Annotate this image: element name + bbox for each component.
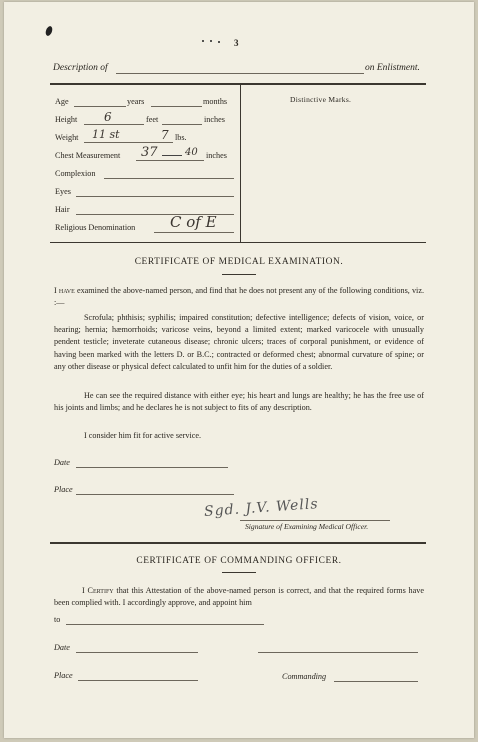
medical-date-line — [76, 467, 228, 468]
lbs-label: lbs. — [175, 133, 187, 142]
section-divider — [50, 542, 426, 544]
chest-label: Chest Measurement — [55, 151, 121, 160]
age-line — [74, 106, 126, 107]
box-divider — [240, 85, 241, 242]
religion-line — [154, 232, 234, 233]
chest-inches-label: inches — [206, 151, 227, 160]
commanding-line — [334, 681, 418, 682]
ink-blot — [44, 25, 53, 36]
months-line — [151, 106, 202, 107]
months-label: months — [203, 97, 228, 106]
medical-date-label: Date — [54, 458, 70, 467]
height-inches-label: inches — [204, 115, 225, 124]
chest-value-max: 40 — [185, 147, 198, 158]
page-number: 3 — [234, 38, 239, 48]
medical-intro-rest: examined the above-named person, and find that he does not present any of the following conditions, viz. :— — [54, 286, 425, 308]
header-rule — [50, 83, 426, 85]
ink-speck — [218, 41, 220, 43]
medical-intro — [54, 285, 424, 309]
medical-officer-signature: Sgd. J.V. Wells — [203, 496, 320, 520]
medical-intro-lead: I have — [54, 286, 75, 295]
chest-line — [136, 160, 204, 161]
commanding-date-label: Date — [54, 643, 70, 652]
commanding-sign-line — [258, 652, 418, 653]
commanding-certify-lead: I Certify — [82, 586, 114, 595]
complexion-label: Complexion — [55, 169, 96, 178]
ink-speck — [210, 40, 212, 42]
commanding-label: Commanding — [282, 672, 327, 681]
signature-line — [240, 520, 390, 521]
commanding-to-line — [66, 624, 264, 625]
distinctive-marks-label: Distinctive Marks. — [290, 95, 352, 104]
header-fill-line — [116, 73, 364, 74]
commanding-title: CERTIFICATE OF COMMANDING OFFICER. — [136, 556, 342, 566]
commanding-place-line — [78, 680, 198, 681]
medical-place-label: Place — [54, 485, 73, 494]
weight-line — [84, 142, 173, 143]
signature-caption: Signature of Examining Medical Officer. — [245, 522, 369, 531]
religion-label: Religious Denomination — [55, 223, 136, 232]
height-line — [84, 124, 144, 125]
height-label: Height — [55, 115, 78, 124]
chest-dash — [162, 155, 182, 156]
complexion-line — [104, 178, 234, 179]
medical-title: CERTIFICATE OF MEDICAL EXAMINATION. — [134, 257, 344, 267]
ink-speck — [202, 40, 204, 42]
weight-stone-value: 11 st — [92, 128, 120, 141]
box-bottom-rule — [50, 242, 426, 243]
hair-label: Hair — [55, 205, 70, 214]
commanding-certify-rest: that this Attestation of the above-named person is correct, and that the required forms have been complied with. I accordingly approve, and appoint him — [54, 586, 425, 608]
medical-vision: He can see the required distance with either eye; his heart and lungs are healthy; he has the free use of his joints and limbs; and he declares he is not subject to fits of any description. — [54, 391, 424, 413]
height-feet-value: 6 — [104, 110, 112, 124]
age-label: Age — [55, 97, 69, 106]
commanding-date-line — [76, 652, 198, 653]
header-on-enlistment: on Enlistment. — [365, 63, 420, 73]
weight-label: Weight — [55, 133, 79, 142]
weight-lbs-value: 7 — [161, 128, 169, 142]
commanding-certify — [54, 585, 424, 609]
commanding-to-label: to — [54, 615, 61, 624]
medical-fit: I consider him fit for active service. — [84, 431, 202, 440]
commanding-place-label: Place — [54, 671, 73, 680]
header-description-of: Description of — [53, 63, 108, 73]
medical-place-line — [76, 494, 234, 495]
commanding-title-underline — [222, 572, 256, 573]
feet-label: feet — [146, 115, 159, 124]
chest-value-min: 37 — [141, 145, 158, 160]
eyes-line — [76, 196, 234, 197]
attestation-page — [4, 2, 474, 738]
years-label: years — [127, 97, 145, 106]
religion-value: C of E — [170, 213, 217, 231]
height-inches-line — [162, 124, 202, 125]
medical-title-underline — [222, 274, 256, 275]
medical-conditions: Scrofula; phthisis; syphilis; impaired constitution; defective intelligence; defects of vision, voice, or hearing; hernia; hæmorrhoids; varicose veins, beyond a limited extent; marked varicocele with unusually pendent testicle; inveterate cutaneous disease; chronic ulcers; traces of corporal punishment, or evidence of having been marked with the letters D. or B.C.; contracted or deformed chest; abnormal curvature of spine; or any other disease or physical defect calculated to unfit him for the duties of a soldier. — [54, 313, 424, 371]
eyes-label: Eyes — [55, 187, 71, 196]
